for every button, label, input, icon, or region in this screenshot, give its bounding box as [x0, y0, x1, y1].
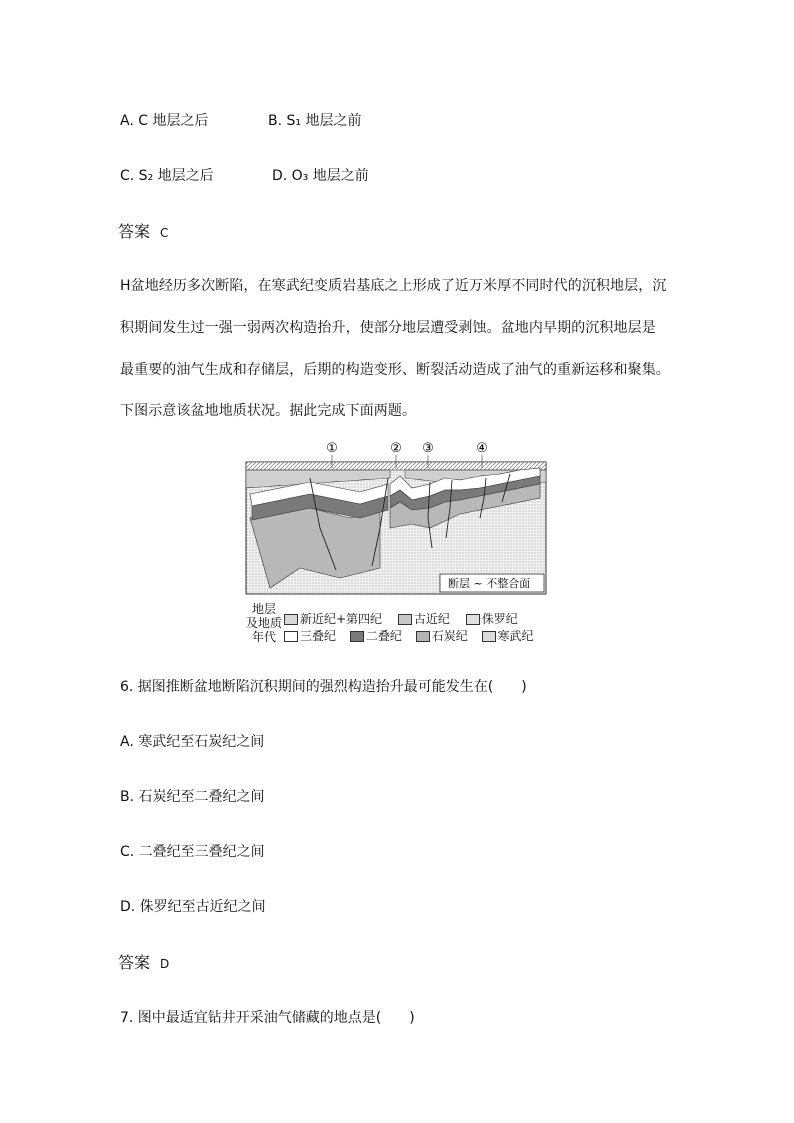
legend-label: 寒武纪 — [497, 629, 534, 643]
passage-line-4: 下图示意该盆地地质状况。据此完成下面两题。 — [120, 403, 417, 419]
swatch-neogene — [284, 614, 298, 625]
answer-block-1 — [118, 219, 168, 242]
swatch-cambrian — [482, 631, 496, 642]
legend-title-line: 地层 — [252, 602, 277, 616]
passage-line-3: 最重要的油气生成和存储层，后期的构造变形、断裂活动造成了油气的重新运移和聚集。 — [120, 362, 670, 378]
option-b-prev: B. S₁ 地层之前 — [268, 113, 362, 129]
legend-label: 三叠纪 — [300, 629, 337, 643]
option-a-prev: A. C 地层之后 — [120, 113, 209, 129]
legend-label: 古近纪 — [413, 612, 450, 626]
swatch-triassic — [284, 631, 298, 642]
legend-row-1 — [284, 610, 518, 627]
legend-label: 二叠纪 — [365, 629, 402, 643]
q6-option-c: C. 二叠纪至三叠纪之间 — [120, 844, 265, 860]
question-7-stem: 7. 图中最适宜钻井开采油气储藏的地点是( ) — [120, 1010, 415, 1026]
passage-line-2: 积期间发生过一强一弱两次构造抬升，使部分地层遭受剥蚀。盆地内早期的沉积地层是 — [120, 320, 656, 336]
marker-4: ④ — [476, 441, 488, 456]
passage-line-1: H盆地经历多次断陷，在寒武纪变质岩基底之上形成了近万米厚不同时代的沉积地层，沉 — [120, 278, 667, 294]
swatch-jurassic — [466, 614, 480, 625]
legend-title — [246, 602, 282, 644]
marker-3: ③ — [422, 441, 434, 456]
option-c-prev: C. S₂ 地层之后 — [120, 168, 214, 184]
option-d-prev: D. O₃ 地层之前 — [272, 168, 369, 184]
swatch-carboniferous — [416, 631, 430, 642]
swatch-paleogene — [398, 614, 412, 625]
legend-label: 新近纪+第四纪 — [300, 612, 383, 626]
q6-option-d: D. 侏罗纪至古近纪之间 — [120, 899, 266, 915]
basin-geology-figure — [240, 438, 560, 648]
legend-label: 侏罗纪 — [481, 612, 518, 626]
q6-option-a: A. 寒武纪至石炭纪之间 — [120, 734, 265, 750]
question-6-stem: 6. 据图推断盆地断陷沉积期间的强烈构造抬升最可能发生在( ) — [120, 679, 527, 695]
answer-label: 答案 — [118, 953, 151, 972]
answer-block-2 — [118, 950, 169, 973]
legend-title-line: 及地质 — [246, 616, 283, 630]
swatch-permian — [350, 631, 364, 642]
answer-value: D — [160, 957, 170, 971]
q6-option-b: B. 石炭纪至二叠纪之间 — [120, 789, 265, 805]
legend-row-2 — [284, 627, 534, 644]
legend-title-line: 年代 — [252, 630, 277, 644]
answer-value: C — [160, 226, 169, 240]
answer-label: 答案 — [118, 222, 151, 241]
legend-label: 石炭纪 — [431, 629, 468, 643]
marker-1: ① — [326, 441, 338, 456]
inset-legend-text: 断层 ~ 不整合面 — [448, 577, 531, 590]
marker-2: ② — [390, 441, 402, 456]
